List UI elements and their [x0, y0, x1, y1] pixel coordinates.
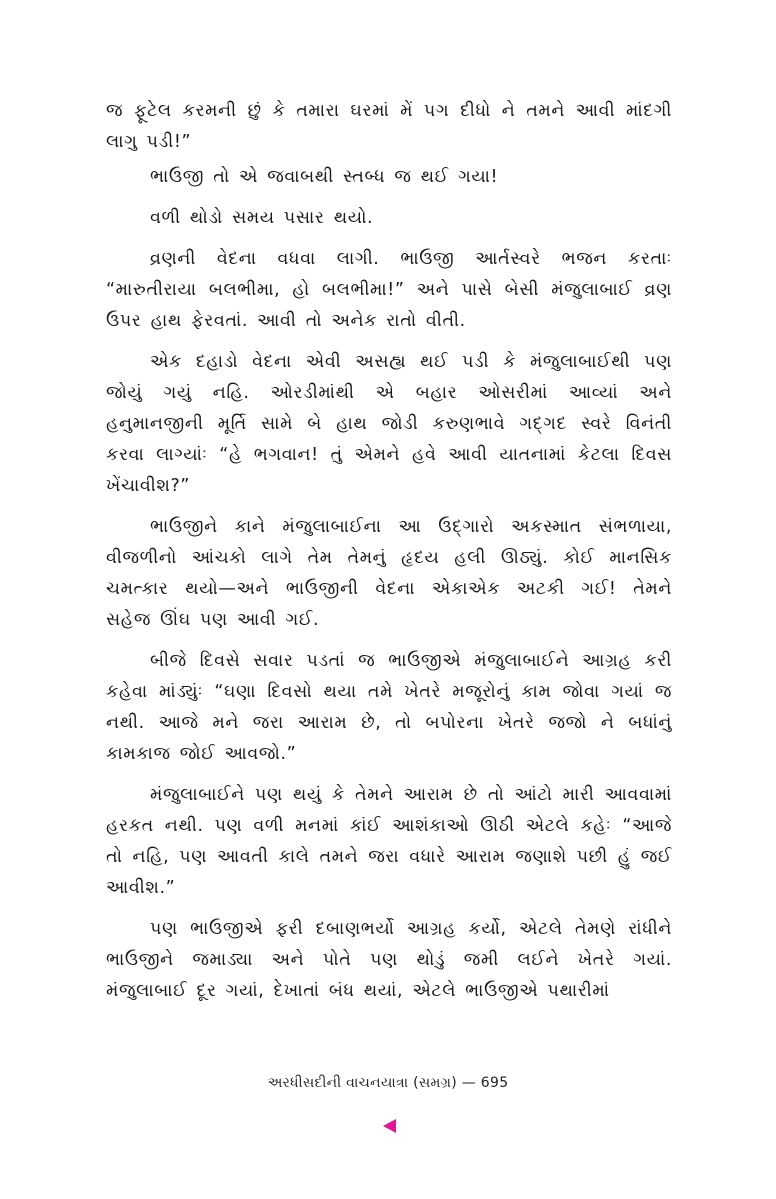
- page-footer: અરધીસદીની વાચનયાત્રા (સમગ્ર) — 695: [267, 1075, 509, 1091]
- paragraph-9: પણ ભાઉજીએ ફરી દબાણભર્યો આગ્રહ કર્યો, એટલે તેમણે રાંધીને ભાઉજીને જમાડ્યા અને પોતે પણ થોડું જમી લઈને ખેતરે ગયાં. મંજુલાબાઈ દૂર ગયાં, દેખાતાં બંધ થયાં, એટલે ભાઉજીએ પથારીમાં: [106, 919, 672, 1001]
- paragraph-3: વળી થોડો સમય પસાર થયો.: [150, 208, 374, 228]
- paragraph-2: ભાઉજી તો એ જવાબથી સ્તબ્ધ જ થઈ ગયા!: [150, 167, 499, 187]
- paragraph-4: વ્રણની વેદના વધવા લાગી. ભાઉજી આર્તસ્વરે ભજન કરતાઃ “મારુતીરાયા બલભીમા, હો બલભીમા!” અને પાસે બેસી મંજુલાબાઈ વ્રણ ઉપર હાથ ફેરવતાં. આવી તો અનેક રાતો વીતી.: [106, 249, 672, 331]
- paragraph-7: બીજે દિવસે સવાર પડતાં જ ભાઉજીએ મંજુલાબાઈને આગ્રહ કરી કહેવા માંડ્યુંઃ “ઘણા દિવસો થયા તમે ખેતરે મજૂરોનું કામ જોવા ગયાં જ નથી. આજે મને જરા આરામ છે, તો બપોરના ખેતરે જજો ને બધાંનું કામકાજ જોઈ આવજો.”: [106, 651, 672, 764]
- paragraph-1: જ ફૂટેલ કરમની છું કે તમારા ઘરમાં મેં પગ દીધો ને તમને આવી માંદગી લાગુ પડી!”: [106, 101, 672, 152]
- paragraph-8: મંજુલાબાઈને પણ થયું કે તેમને આરામ છે તો આંટો મારી આવવામાં હરકત નથી. પણ વળી મનમાં કાંઈ આશંકાઓ ઊઠી એટલે કહેઃ “આજે તો નહિ, પણ આવતી કાલે તમને જરા વધારે આરામ જણાશે પછી હું જઈ આવીશ.”: [106, 785, 672, 898]
- paragraph-5: એક દહાડો વેદના એવી અસહ્ય થઈ પડી કે મંજુલાબાઈથી પણ જોયું ગયું નહિ. ઓરડીમાંથી એ બહાર ઓસરીમાં આવ્યાં અને હનુમાનજીની મૂર્તિ સામે બે હાથ જોડી કરુણભાવે ગદ્ગદ સ્વરે વિનંતી કરવા લાગ્યાંઃ “હે ભગવાન! તું એમને હવે આવી યાતનામાં કેટલા દિવસ ખેંચાવીશ?”: [106, 352, 672, 496]
- paragraph-6: ભાઉજીને કાને મંજુલાબાઈના આ ઉદ્ગારો અકસ્માત સંભળાયા, વીજળીનો આંચકો લાગે તેમ તેમનું હૃદય હલી ઊઠ્યું. કોઈ માનસિક ચમત્કાર થયો—અને ભાઉજીની વેદના એકાએક અટકી ગઈ! તેમને સહેજ ઊંઘ પણ આવી ગઈ.: [106, 517, 672, 630]
- triangle-left-icon[interactable]: [383, 1119, 396, 1133]
- page-body: [106, 96, 672, 1017]
